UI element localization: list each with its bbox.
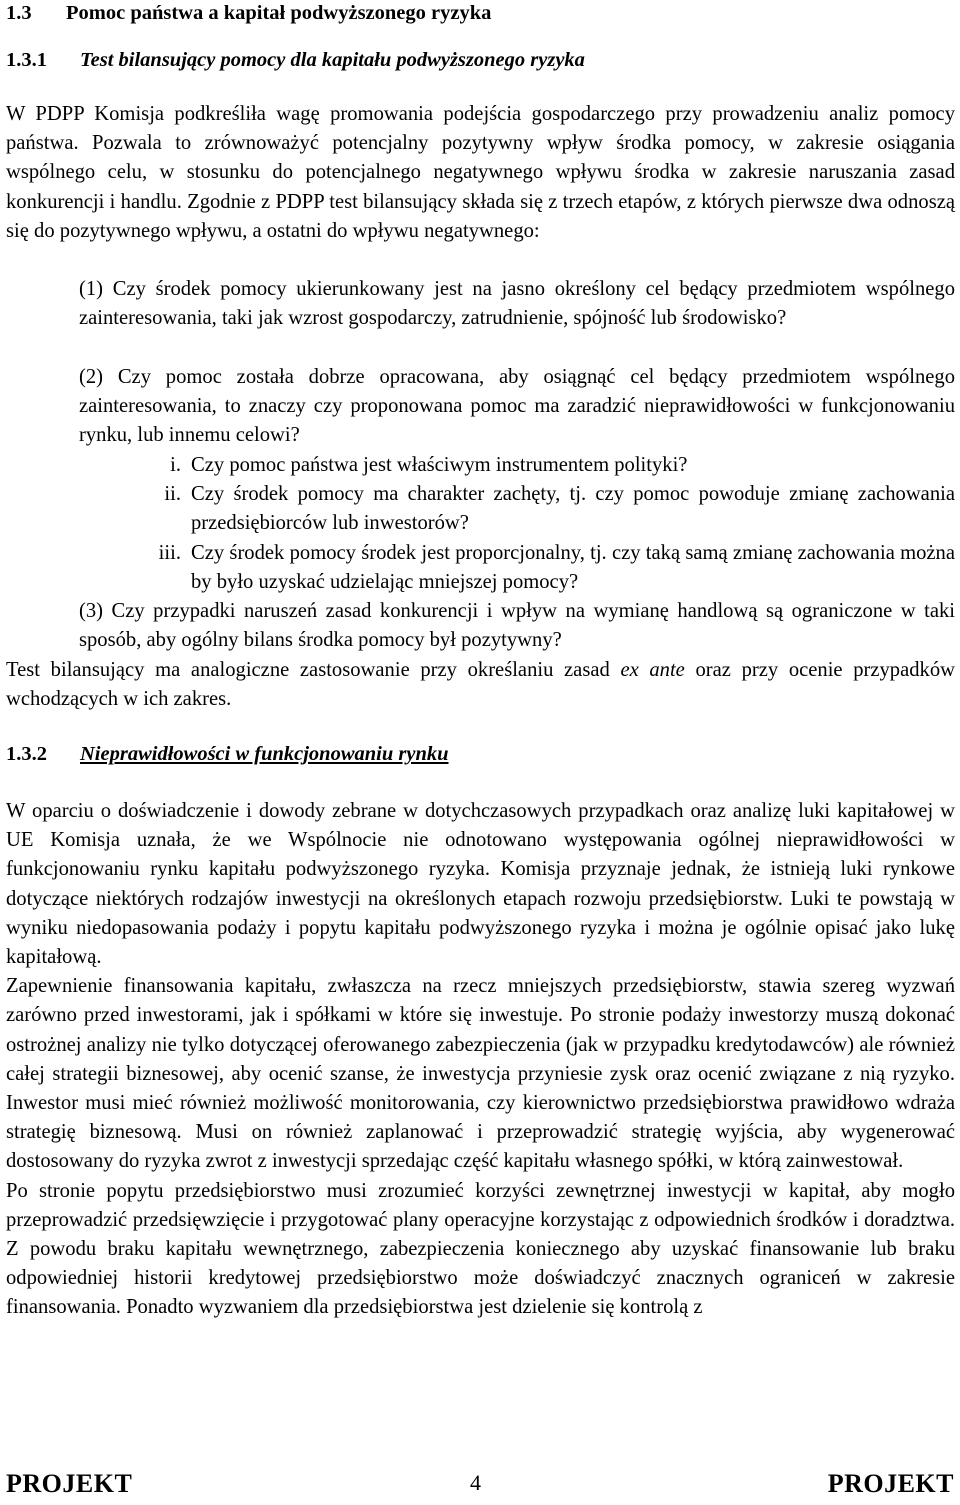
subsection-number-2: 1.3.2 (6, 743, 47, 765)
section-heading (6, 2, 491, 25)
subsection-number-1: 1.3.1 (6, 49, 47, 71)
section-title: Pomoc państwa a kapitał podwyższonego ryzyka (66, 2, 492, 24)
sub-question-text: Czy środek pomocy środek jest proporcjonalny, tj. czy taką samą zmianę zachowania można by było uzyskać udzielając mniejszej pomocy? (191, 541, 955, 593)
sub-question-list (79, 451, 955, 597)
question-1-block (79, 275, 955, 333)
closing-text-before: Test bilansujący ma analogiczne zastosowanie przy określaniu zasad (6, 659, 621, 681)
footer-left-label: PROJEKT (6, 1469, 133, 1498)
body-paragraph: Po stronie popytu przedsiębiorstwo musi zrozumieć korzyści zewnętrznej inwestycji w kapitał, aby mogło przeprowadzić przedsięwzięcie i przygotować plany operacyjne korzystając z odpowiednich środków i doradztwa. Z powodu braku kapitału wewnętrznego, zabezpieczenia koniecznego aby uzyskać finansowanie lub braku odpowiedniej historii kredytowej przedsiębiorstwo może doświadczyć znacznych ograniceń w zakresie finansowania. Ponadto wyzwaniem dla przedsiębiorstwa jest dzielenie się kontrolą z (6, 1179, 955, 1319)
question-3-block (79, 597, 955, 655)
body-paragraph: W oparciu o doświadczenie i dowody zebrane w dotychczasowych przypadkach oraz analizę luki kapitałowej w UE Komisja uznała, że we Wspólnocie nie odnotowano występowania ogólnej nieprawidłowości w funkcjonowaniu rynku kapitału podwyższonego ryzyka. Komisja przyznaje jednak, że istnieją luki rynkowe dotyczące niektórych rodzajów inwestycji na określonych etapach rozwoju przedsiębiorstw. Luki te powstają w wyniku niedopasowania podaży i popytu kapitału podwyższonego ryzyka i można je ogólnie opisać jako lukę kapitałową. (6, 800, 955, 969)
closing-text-italic: ex ante (620, 659, 685, 681)
question-2-block (79, 363, 955, 451)
sub-question-marker: iii. (158, 541, 181, 564)
question-2: (2) Czy pomoc została dobrze opracowana, aby osiągnąć cel będący przedmiotem wspólnego zainteresowania, to znaczy czy proponowana pomoc ma zaradzić nieprawidłowości w funkcjonowaniu rynku, lub innemu celowi? (79, 366, 955, 447)
subsection-heading-1 (6, 49, 585, 72)
sub-question-item (79, 451, 955, 480)
body-paragraph: Zapewnienie finansowania kapitału, zwłaszcza na rzecz mniejszych przedsiębiorstw, stawia szereg wyzwań zarówno przed inwestorami, jak i spółkami w które się inwestuje. Po stronie podaży inwestorzy muszą dokonać ostrożnej analizy nie tylko dotyczącej oferowanego zabezpieczenia (jak w przypadku kredytodawców) ale również całej strategii biznesowej, aby ocenić szanse, że inwestycja przyniesie zysk oraz ocenić związane z nią ryzyko. Inwestor musi mieć również możliwość monitorowania, czy kierownictwo przedsiębiorstwa prawidłowo wdraża strategię biznesową. Musi on również zaplanować i przeprowadzić strategię wyjścia, aby wygenerować dostosowany do ryzyka zwrot z inwestycji sprzedając część kapitału własnego spółki, w którą zainwestował. (6, 975, 955, 1173)
closing-paragraph-block (6, 656, 955, 714)
subsection-heading-2 (6, 743, 449, 766)
footer-right-label: PROJEKT (827, 1469, 954, 1498)
sub-question-marker: ii. (164, 483, 181, 506)
sub-question-marker: i. (170, 454, 181, 476)
subsection-title-1: Test bilansujący pomocy dla kapitału podwyższonego ryzyka (80, 49, 585, 71)
closing-paragraph (6, 656, 955, 714)
subsection-title-2: Nieprawidłowości w funkcjonowaniu rynku (80, 743, 449, 765)
sub-question-text: Czy pomoc państwa jest właściwym instrumentem polityki? (191, 454, 688, 476)
question-1: (1) Czy środek pomocy ukierunkowany jest na jasno określony cel będący przedmiotem wspólnego zainteresowania, taki jak wzrost gospodarczy, zatrudnienie, spójność lub środowisko? (79, 278, 955, 330)
closing-text-after: oraz przy ocenie przypadków wchodzących w ich zakres. (6, 659, 955, 711)
section-number: 1.3 (6, 2, 32, 24)
question-3: (3) Czy przypadki naruszeń zasad konkurencji i wpływ na wymianę handlową są ograniczone w taki sposób, aby ogólny bilans środka pomocy był pozytywny? (79, 600, 955, 652)
sub-question-item (79, 480, 955, 538)
sub-question-text: Czy środek pomocy ma charakter zachęty, tj. czy pomoc powoduje zmianę zachowania przedsiębiorców lub inwestorów? (191, 483, 955, 535)
sub-question-item (79, 539, 955, 597)
body-paragraphs-block (6, 797, 955, 1323)
intro-paragraph: W PDPP Komisja podkreśliła wagę promowania podejścia gospodarczego przy prowadzeniu analiz pomocy państwa. Pozwala to zrównoważyć potencjalny pozytywny wpływ środka pomocy, w zakresie osiągania wspólnego celu, w stosunku do potencjalnego negatywnego wpływu środka w zakresie naruszania zasad konkurencji i handlu. Zgodnie z PDPP test bilansujący składa się z trzech etapów, z których pierwsze dwa odnoszą się do pozytywnego wpływu, a ostatni do wpływu negatywnego: (6, 103, 955, 242)
footer-page-number: 4 (470, 1470, 481, 1495)
intro-paragraph-block (6, 100, 955, 246)
